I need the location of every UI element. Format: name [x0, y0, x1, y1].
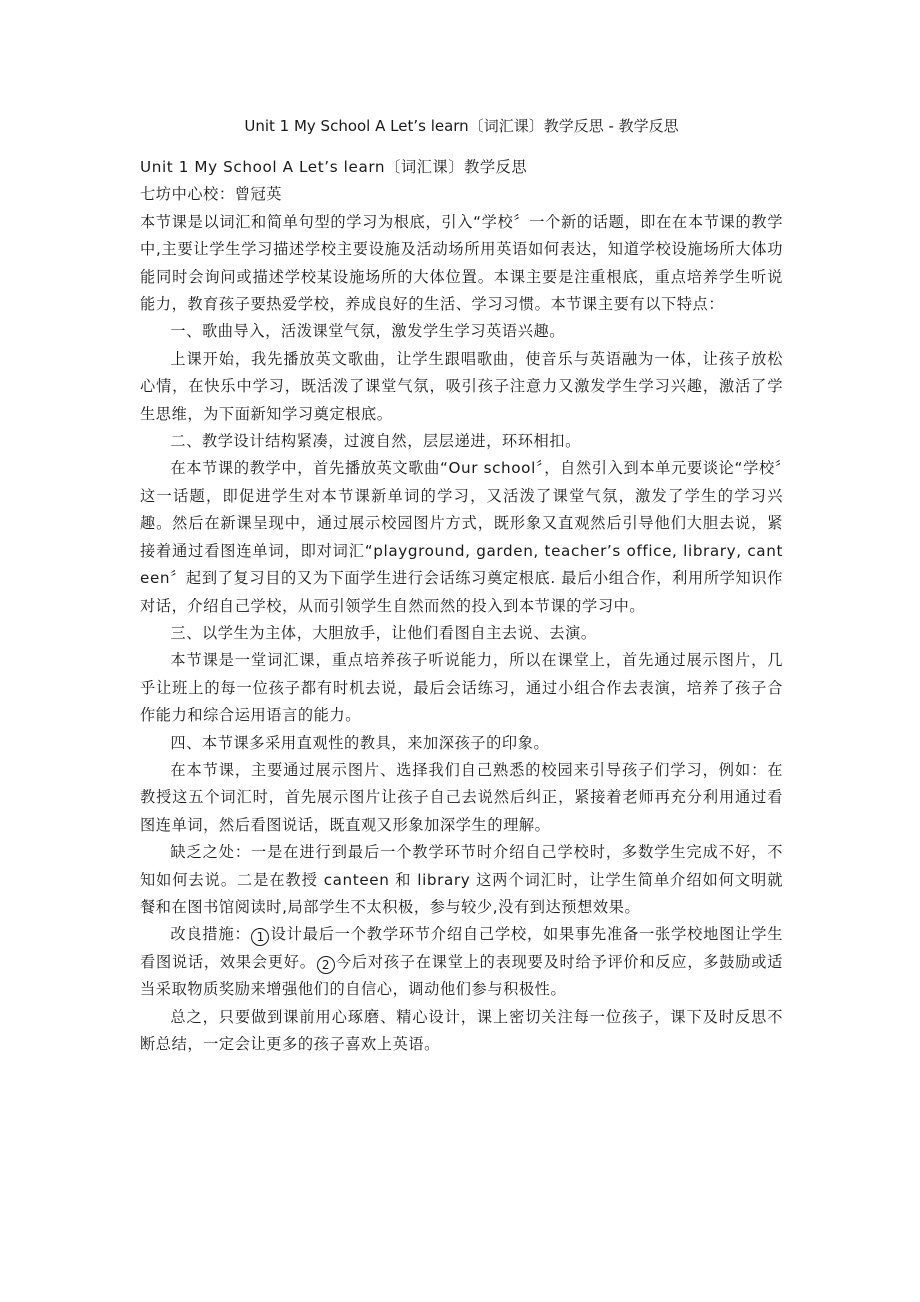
section-3-body: 本节课是一堂词汇课，重点培养孩子听说能力，所以在课堂上，首先通过展示图片，几乎让班上的每一位孩子都有时机去说，最后会话练习，通过小组合作去表演，培养了孩子合作能力和综合运用语言的能力。 — [140, 651, 783, 725]
intro-paragraph: 本节课是以词汇和简单句型的学习为根底，引入“学校〞一个新的话题，即在在本节课的教学中,主要让学生学习描述学校主要设施及活动场所用英语如何表达，知道学校设施场所大体功能同时会询问或描述学校某设施场所的大体位置。本课主要是注重根底，重点培养学生听说能力，教育孩子要热爱学校，养成良好的生活、学习习惯。本节课主要有以下特点： — [140, 212, 783, 314]
document-page — [140, 112, 783, 1058]
section-2-heading: 二、教学设计结构紧凑，过渡自然，层层递进，环环相扣。 — [170, 432, 581, 451]
shortcomings-paragraph: 缺乏之处：一是在进行到最后一个教学环节时介绍自己学校时，多数学生完成不好，不知如何去说。二是在教授 canteen 和 library 这两个词汇时，让学生简单介绍如何文明就餐和在图书馆阅读时,局部学生不太积极，参与较少,没有到达预想效果。 — [140, 843, 783, 916]
improvement-item-2: 今后对孩子在课堂上的表现要及时给予评价和反应，多鼓励或适当采取物质奖励来增强他们的自信心，调动他们参与积极性。 — [140, 952, 783, 999]
improvements-paragraph — [140, 921, 783, 1003]
section-4-body: 在本节课，主要通过展示图片、选择我们自己熟悉的校园来引导孩子们学习，例如：在教授这五个词汇时，首先展示图片让孩子自己去说然后纠正，紧接着老师再充分利用通过看图连单词，然后看图说话，既直观又形象加深学生的理解。 — [140, 760, 783, 834]
circled-number-1: 1 — [251, 928, 269, 946]
section-2-body: 在本节课的教学中，首先播放英文歌曲“Our school〞，自然引入到本单元要谈论“学校〞这一话题，即促进学生对本节课新单词的学习，又活泼了课堂气氛，激发了学生的学习兴趣。然后在新课呈现中，通过展示校园图片方式，既形象又直观然后引导他们大胆去说，紧接着通过看图连单词，即对词汇“playground, garden, teacher’s office, library, canteen〞起到了复习目的又为下面学生进行会话练习奠定根底. 最后小组合作，利用所学知识作对话，介绍自己学校，从而引领学生自然而然的投入到本节课的学习中。 — [140, 459, 783, 615]
section-4-heading: 四、本节课多采用直观性的教具，来加深孩子的印象。 — [170, 733, 550, 752]
improvements-label: 改良措施： — [170, 925, 251, 944]
conclusion-paragraph: 总之，只要做到课前用心琢磨、精心设计，课上密切关注每一位孩子，课下及时反思不断总结，一定会让更多的孩子喜欢上英语。 — [140, 1007, 783, 1053]
author-line: 七坊中心校：曾冠英 — [140, 185, 283, 204]
section-3-heading: 三、以学生为主体，大胆放手，让他们看图自主去说、去演。 — [170, 623, 597, 642]
circled-number-2: 2 — [317, 956, 335, 974]
improvement-item-1: 设计最后一个教学环节介绍自己学校，如果事先准备一张学校地图让学生看图说话，效果会更好。 — [140, 925, 784, 971]
section-1-heading: 一、歌曲导入，活泼课堂气氛，激发学生学习英语兴趣。 — [170, 322, 566, 341]
page-title: Unit 1 My School A Let’s learn〔词汇课〕教学反思 - 教学反思 — [244, 117, 679, 135]
section-1-body: 上课开始，我先播放英文歌曲，让学生跟唱歌曲，使音乐与英语融为一体，让孩子放松心情，在快乐中学习，既活泼了课堂气氛，吸引孩子注意力又激发学生学习兴趣，激活了学生思维，为下面新知学习奠定根底。 — [140, 349, 783, 423]
document-heading: Unit 1 My School A Let’s learn〔词汇课〕教学反思 — [140, 158, 528, 176]
